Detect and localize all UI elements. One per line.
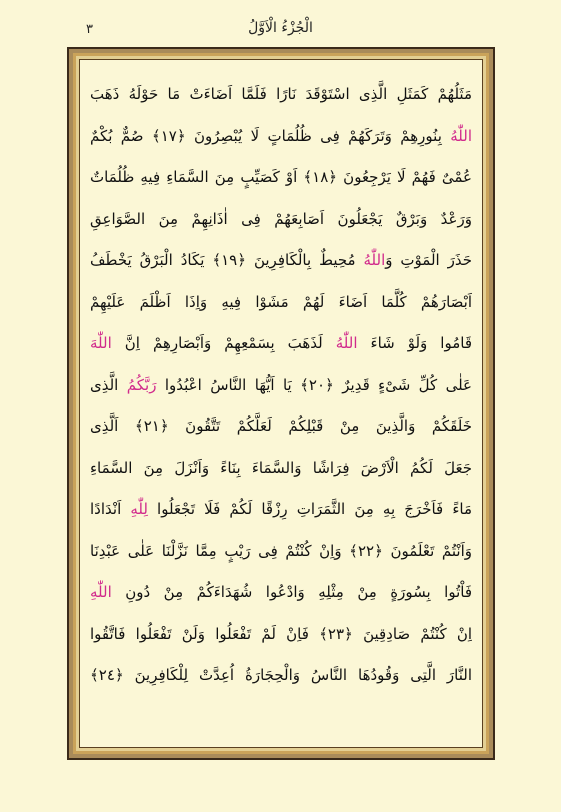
line-text: مُحِيطٌ بِالْكَافِرِينَ ﴿١٩﴾ يَكَادُ الْبَرْقُ يَخْطَفُ [90,251,364,269]
text-line [90,489,472,531]
text-line [90,406,472,448]
line-text: خَلَقَكُمْ وَالَّذِينَ مِنْ قَبْلِكُمْ لَعَلَّكُمْ تَتَّقُونَ ﴿٢١﴾ اَلَّذِى [90,417,472,435]
page-frame [67,47,495,760]
frame-border [73,53,489,754]
line-text: وَرَعْدٌ وَبَرْقٌ يَجْعَلُونَ اَصَابِعَهُمْ فِى اٰذَانِهِمْ مِنَ الصَّوَاعِقِ [90,209,472,228]
text-line [90,614,472,656]
divine-name: اللّٰهُ [335,334,358,352]
line-text: اِنْ كُنْتُمْ صَادِقِينَ ﴿٢٣﴾ فَاِنْ لَمْ تَفْعَلُوا وَلَنْ تَفْعَلُوا فَاتَّقُوا [90,624,472,643]
text-line [90,365,472,407]
verse-text [90,74,472,697]
divine-name: رَبَّكُمُ [126,375,157,394]
line-text: مَثَلُهُمْ كَمَثَلِ الَّذِى اسْتَوْقَدَ نَارًا فَلَمَّا اَضَاءَتْ مَا حَوْلَهُ ذَهَبَ [90,85,472,103]
text-line [90,157,472,199]
line-text: حَذَرَ الْمَوْتِ وَ [385,251,472,269]
text-line [90,74,472,116]
line-text: مَاءً فَاَخْرَجَ بِهِ مِنَ الثَّمَرَاتِ رِزْقًا لَكُمْ فَلَا تَجْعَلُوا [147,500,472,518]
text-line [90,282,472,324]
line-text: الَّذِى [90,375,127,394]
divine-name: اللّٰهِ [90,583,112,601]
text-line [90,240,472,282]
line-text: لَذَهَبَ بِسَمْعِهِمْ وَاَبْصَارِهِمْ اِنَّ [111,334,336,352]
text-line [90,199,472,241]
line-text: جَعَلَ لَكُمُ الْاَرْضَ فِرَاشًا وَالسَّمَاءَ بِنَاءً وَاَنْزَلَ مِنَ السَّمَاءِ [90,458,472,477]
line-text: قَامُوا وَلَوْ شَاءَ [357,334,472,352]
line-text: بِنُورِهِمْ وَتَرَكَهُمْ فِى ظُلُمَاتٍ لَا يُبْصِرُونَ ﴿١٧﴾ صُمٌّ بُكْمٌ [90,126,451,145]
text-line [90,323,472,365]
divine-name: اللّٰهُ [363,251,386,269]
divine-name: اللّٰهَ [90,334,112,352]
text-line [90,655,472,697]
text-line [90,572,472,614]
line-text: عُمْىٌ فَهُمْ لَا يَرْجِعُونَ ﴿١٨﴾ اَوْ كَصَيِّبٍ مِنَ السَّمَاءِ فِيهِ ظُلُمَاتٌ [90,168,472,186]
line-text: اَنْدَادًا [90,500,131,518]
line-text: عَلٰى كُلِّ شَىْءٍ قَدِيرٌ ﴿٢٠﴾ يَا اَيُّهَا النَّاسُ اعْبُدُوا [156,375,472,394]
line-text: وَاَنْتُمْ تَعْلَمُونَ ﴿٢٢﴾ وَاِنْ كُنْتُمْ فِى رَيْبٍ مِمَّا نَزَّلْنَا عَلٰى عَبْدِنَا [90,541,472,560]
divine-name: اللّٰهُ [450,126,472,145]
text-line [90,116,472,158]
page-number: ٣ [86,22,93,37]
line-text: النَّارَ الَّتِى وَقُودُهَا النَّاسُ وَالْحِجَارَةُ اُعِدَّتْ لِلْكَافِرِينَ ﴿٢٤﴾ [90,666,472,684]
text-line [90,448,472,490]
text-line [90,531,472,573]
line-text: اَبْصَارَهُمْ كُلَّمَا اَضَاءَ لَهُمْ مَشَوْا فِيهِ وَاِذَا اَظْلَمَ عَلَيْهِمْ [90,292,472,311]
text-panel [79,59,483,748]
divine-name: لِلّٰهِ [130,500,148,518]
juz-title: الْجُزْءُ الْاَوَّلُ [248,20,313,36]
line-text: فَاْتُوا بِسُورَةٍ مِنْ مِثْلِهِ وَادْعُوا شُهَدَاءَكُمْ مِنْ دُونِ [111,583,472,601]
